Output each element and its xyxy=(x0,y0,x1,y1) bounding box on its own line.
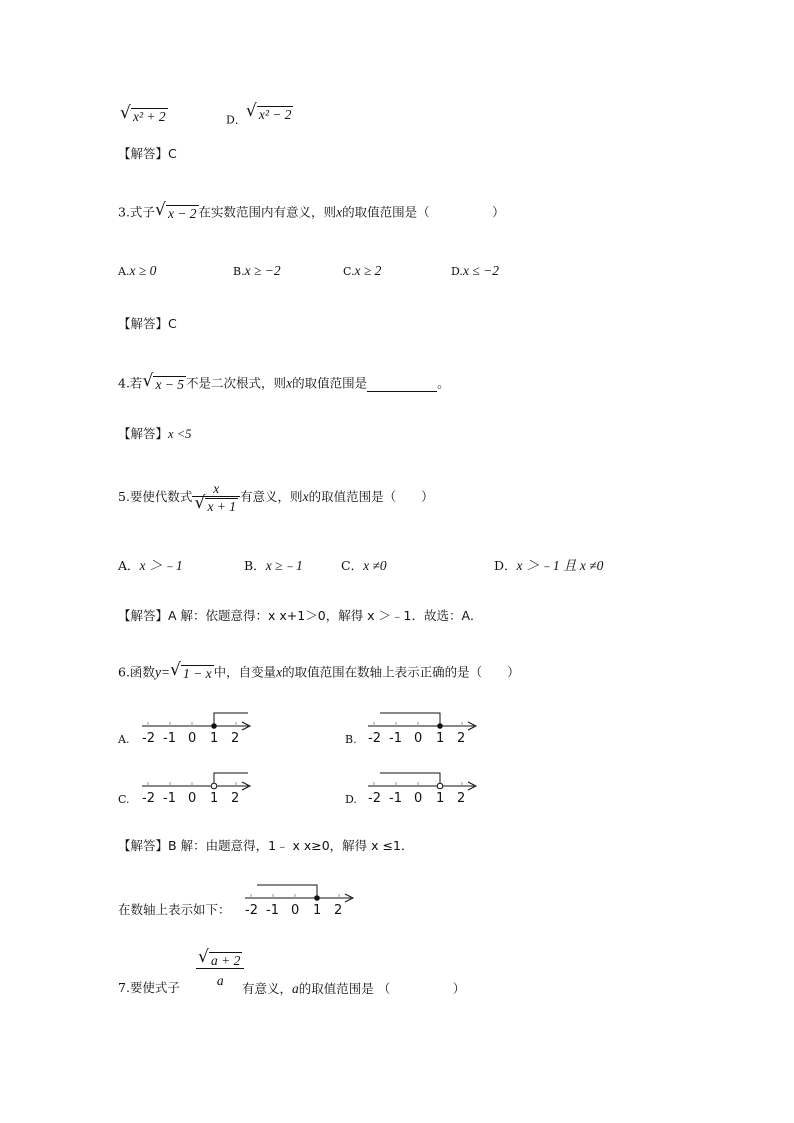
q5-answer: 【解答】A 解：依题意得：x x+1＞0，解得 x ＞﹣1．故选：A． xyxy=(118,608,483,623)
tick-label: 1 xyxy=(210,731,219,744)
tick-label: 0 xyxy=(414,791,423,804)
tick-label: -1 xyxy=(163,731,176,744)
q4-stem: 4.若 √ x − 5 不是二次根式，则x的取值范围是 。 xyxy=(118,371,450,392)
tick-label: 2 xyxy=(231,731,240,744)
q6-option-b-label: B. xyxy=(345,733,357,746)
q3-answer: 【解答】C xyxy=(118,316,177,331)
tick-label: 0 xyxy=(291,903,300,916)
sqrt-expression: √ x + 1 xyxy=(194,492,237,514)
q7-fraction xyxy=(196,947,244,988)
q2-option-d xyxy=(226,101,293,128)
q5-option-c: C．x ≠0 xyxy=(341,558,387,573)
sqrt-expression: √ x² − 2 xyxy=(245,101,292,122)
q3-option-c: C.x ≥ 2 xyxy=(343,263,382,278)
tick-label: -2 xyxy=(245,903,258,916)
q6-answer: 【解答】B 解：由题意得，1﹣ x x≥0，解得 x ≤1． xyxy=(118,838,414,853)
tick-label: 1 xyxy=(313,903,322,916)
tick-label: -2 xyxy=(368,791,381,804)
q5-option-a: A．x ＞﹣1 xyxy=(118,558,183,573)
q5-option-d: D．x ＞﹣1 且 x ≠0 xyxy=(494,558,604,573)
number-line-d xyxy=(366,768,481,804)
q2-answer: 【解答】C xyxy=(118,146,177,161)
q5-option-b: B．x ≥﹣1 xyxy=(244,558,303,573)
q7-rest: 有意义，a的取值范围是 （ ） xyxy=(242,981,466,996)
tick-label: 1 xyxy=(210,791,219,804)
tick-label: 0 xyxy=(188,791,197,804)
sqrt-expression: √ a + 2 xyxy=(198,947,241,968)
q6-option-a-label: A. xyxy=(118,733,130,746)
tick-label: -1 xyxy=(389,731,402,744)
tick-label: 1 xyxy=(436,731,445,744)
q6-stem: 6.函数y= √ 1 − x 中，自变量x的取值范围在数轴上表示正确的是（ ） xyxy=(118,660,520,681)
q3-option-a: A.x ≥ 0 xyxy=(118,263,157,278)
tick-label: -2 xyxy=(368,731,381,744)
tick-label: 0 xyxy=(188,731,197,744)
tick-label: -1 xyxy=(266,903,279,916)
tick-label: 2 xyxy=(334,903,343,916)
number-line-c xyxy=(140,768,255,804)
q6-option-c-label: C. xyxy=(118,793,130,806)
option-label: D． xyxy=(226,113,246,127)
q3-option-b: B.x ≥ −2 xyxy=(233,263,281,278)
sqrt-expression: √ x² + 2 xyxy=(120,103,166,124)
fraction: √ a + 2 a xyxy=(196,952,244,987)
sqrt-expression: √ 1 − x xyxy=(170,660,212,681)
q6-option-d-label: D. xyxy=(345,793,357,806)
q6-shown-text: 在数轴上表示如下： xyxy=(118,902,231,917)
tick-label: -2 xyxy=(142,791,155,804)
q3-option-d: D.x ≤ −2 xyxy=(451,263,499,278)
q4-answer: 【解答】x <5 xyxy=(118,426,192,441)
q2-option-c xyxy=(120,103,168,124)
q5-stem: 5.要使代数式 x √ x + 1 有意义，则x的取值范围是（ ） xyxy=(118,481,434,514)
tick-label: -2 xyxy=(142,731,155,744)
sqrt-expression: √ x − 2 xyxy=(154,200,197,221)
answer-blank[interactable] xyxy=(367,379,437,392)
number-line-b xyxy=(366,708,481,744)
tick-label: -1 xyxy=(163,791,176,804)
sqrt-expression: √ x − 5 xyxy=(142,371,185,392)
tick-label: 1 xyxy=(436,791,445,804)
tick-label: 0 xyxy=(414,731,423,744)
q7-prefix: 7.要使式子 xyxy=(118,980,180,995)
tick-label: -1 xyxy=(389,791,402,804)
fraction: x √ x + 1 xyxy=(192,482,240,513)
tick-label: 2 xyxy=(231,791,240,804)
tick-label: 2 xyxy=(457,791,466,804)
number-line-solution xyxy=(243,880,358,916)
number-line-a xyxy=(140,708,255,744)
tick-label: 2 xyxy=(457,731,466,744)
q3-stem: 3.式子 √ x − 2 在实数范围内有意义，则x的取值范围是（ ） xyxy=(118,200,505,221)
